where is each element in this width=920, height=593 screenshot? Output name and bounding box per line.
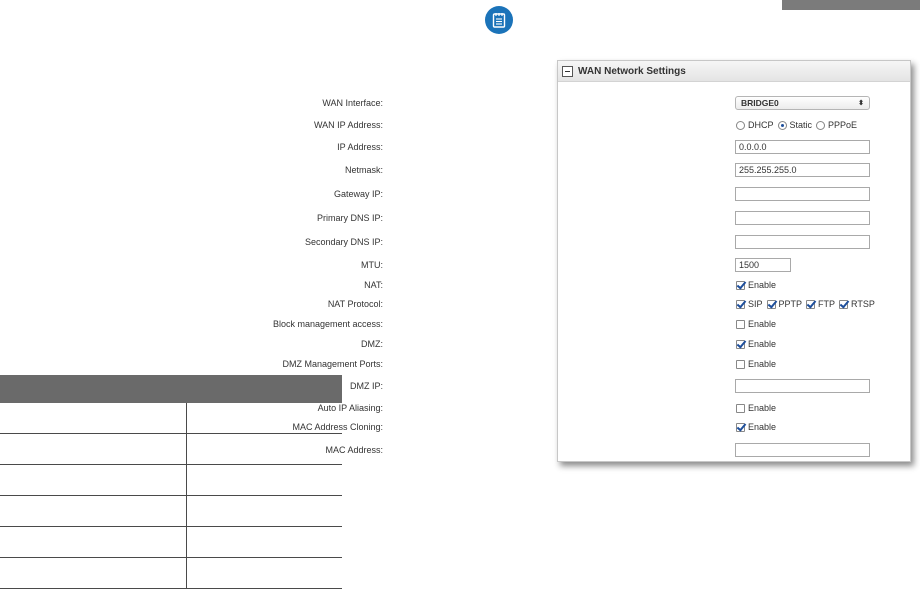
dmz-ip-input[interactable] <box>735 379 870 393</box>
sip-label: SIP <box>748 299 763 309</box>
table-row <box>0 403 342 434</box>
dmz-label: DMZ: <box>361 339 383 349</box>
table-row <box>0 465 342 496</box>
nat-enable-label: Enable <box>748 280 777 290</box>
auto-ip-aliasing-enable-label: Enable <box>748 403 777 413</box>
dmz-ip-label: DMZ IP: <box>350 381 383 391</box>
dmz-enable-label: Enable <box>748 339 777 349</box>
table-cell <box>0 527 187 558</box>
wan-network-settings-panel <box>272 60 911 462</box>
mac-address-cloning-checkbox[interactable] <box>736 423 745 432</box>
wan-interface-label: WAN Interface: <box>322 98 383 108</box>
select-arrows-icon: ⬍ <box>858 100 864 107</box>
collapse-icon[interactable] <box>562 66 573 77</box>
block-management-access-checkbox[interactable] <box>736 320 745 329</box>
secondary-dns-ip-label: Secondary DNS IP: <box>304 237 383 247</box>
dhcp-label: DHCP <box>748 120 774 130</box>
wan-interface-value: BRIDGE0 <box>741 98 779 108</box>
table-cell <box>0 465 187 496</box>
table-row <box>0 434 342 465</box>
netmask-input[interactable]: 255.255.255.0 <box>735 163 870 177</box>
nat-protocol-label: NAT Protocol: <box>327 299 383 309</box>
ftp-label: FTP <box>818 299 836 309</box>
gateway-ip-input[interactable] <box>735 187 870 201</box>
gateway-ip-label: Gateway IP: <box>333 189 383 199</box>
table-header <box>0 375 342 403</box>
wan-ip-address-label: WAN IP Address: <box>313 120 383 130</box>
static-label: Static <box>789 120 813 130</box>
primary-dns-ip-label: Primary DNS IP: <box>316 213 383 223</box>
blank-table <box>0 375 342 589</box>
dmz-management-ports-label: DMZ Management Ports: <box>282 359 383 369</box>
table-cell <box>0 403 187 434</box>
panel-title: WAN Network Settings <box>578 65 686 77</box>
mac-address-input[interactable] <box>735 443 870 457</box>
ip-address-input[interactable]: 0.0.0.0 <box>735 140 870 154</box>
ip-address-label: IP Address: <box>337 142 383 152</box>
ftp-checkbox[interactable] <box>806 300 815 309</box>
nat-checkbox[interactable] <box>736 281 745 290</box>
pptp-label: PPTP <box>778 299 803 309</box>
table-cell <box>187 527 343 558</box>
dhcp-radio[interactable] <box>736 121 745 130</box>
mac-address-cloning-enable-label: Enable <box>748 422 777 432</box>
panel-header <box>558 61 910 82</box>
note-icon <box>485 6 513 34</box>
table-cell <box>187 496 343 527</box>
table-cell <box>0 434 187 465</box>
rtsp-checkbox[interactable] <box>839 300 848 309</box>
static-radio[interactable] <box>778 121 787 130</box>
table-cell <box>0 496 187 527</box>
block-management-access-enable-label: Enable <box>748 319 777 329</box>
auto-ip-aliasing-checkbox[interactable] <box>736 404 745 413</box>
mtu-input[interactable]: 1500 <box>735 258 791 272</box>
pptp-checkbox[interactable] <box>767 300 776 309</box>
table-cell <box>187 558 343 589</box>
nat-label: NAT: <box>364 280 383 290</box>
table-row <box>0 558 342 589</box>
pppoe-radio[interactable] <box>816 121 825 130</box>
primary-dns-ip-input[interactable] <box>735 211 870 225</box>
page-corner-bar <box>782 0 920 10</box>
table-row <box>0 496 342 527</box>
table-cell <box>0 558 187 589</box>
dmz-management-ports-enable-label: Enable <box>748 359 777 369</box>
auto-ip-aliasing-label: Auto IP Aliasing: <box>317 403 383 413</box>
netmask-label: Netmask: <box>344 165 383 175</box>
pppoe-label: PPPoE <box>828 120 858 130</box>
wan-interface-select[interactable] <box>735 96 870 110</box>
mtu-label: MTU: <box>361 260 383 270</box>
secondary-dns-ip-input[interactable] <box>735 235 870 249</box>
block-management-access-label: Block management access: <box>272 319 383 329</box>
rtsp-label: RTSP <box>851 299 875 309</box>
table-cell <box>187 465 343 496</box>
dmz-management-ports-checkbox[interactable] <box>736 360 745 369</box>
table-cell <box>187 434 343 465</box>
mac-address-label: MAC Address: <box>325 445 383 455</box>
table-header-row <box>0 375 342 403</box>
table-row <box>0 527 342 558</box>
sip-checkbox[interactable] <box>736 300 745 309</box>
dmz-checkbox[interactable] <box>736 340 745 349</box>
mac-address-cloning-label: MAC Address Cloning: <box>292 422 383 432</box>
